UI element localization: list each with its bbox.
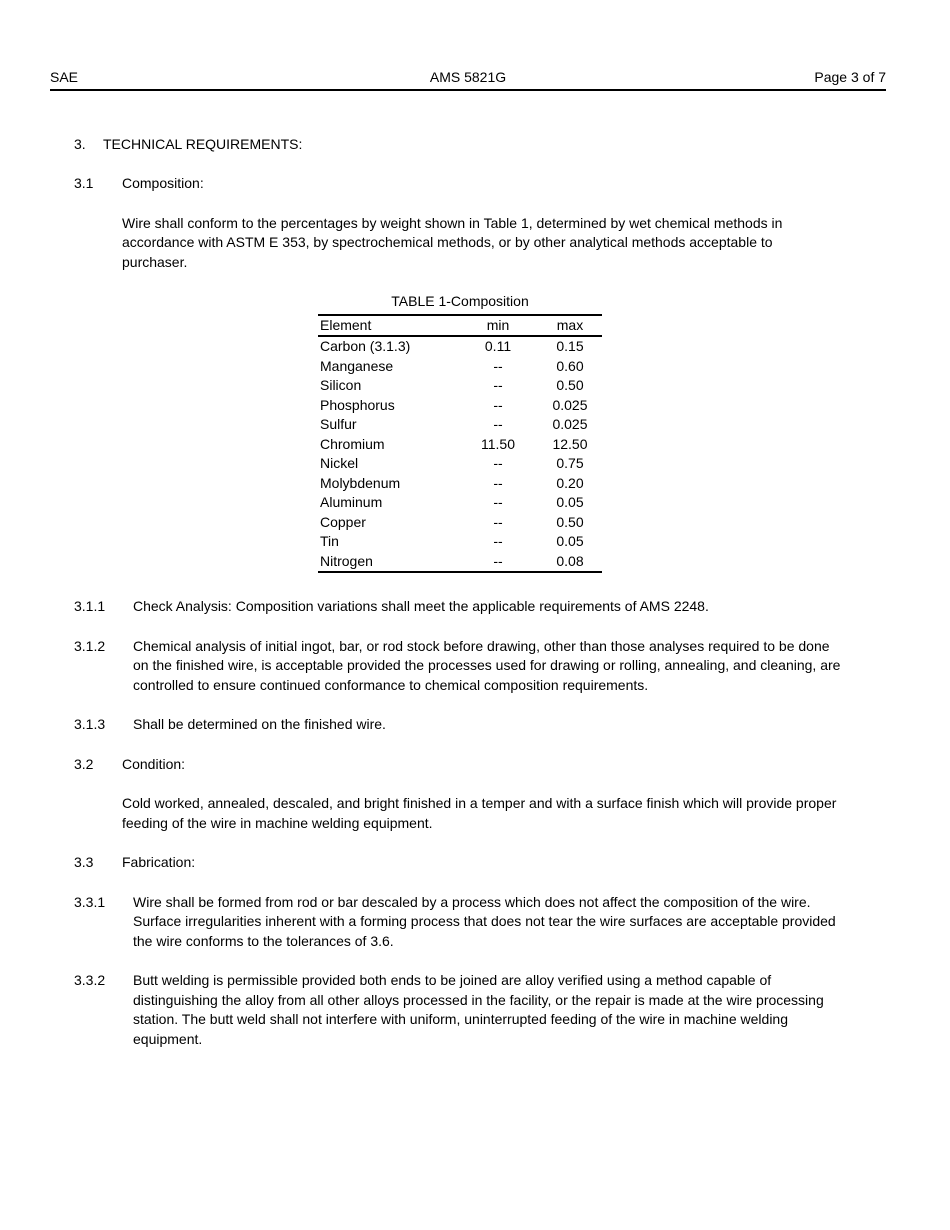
section-3-3-1 bbox=[74, 893, 886, 952]
composition-table bbox=[318, 314, 602, 574]
table-row bbox=[318, 435, 602, 455]
composition-table-block bbox=[318, 292, 602, 573]
table-row bbox=[318, 513, 602, 533]
header-page-number: Page 3 of 7 bbox=[814, 69, 887, 85]
element-cell: Manganese bbox=[320, 357, 394, 374]
column-header-element: Element bbox=[318, 315, 458, 337]
section-number: 3.1.2 bbox=[74, 637, 106, 654]
section-3-1-heading bbox=[74, 174, 886, 194]
table-row bbox=[318, 336, 602, 357]
max-cell: 0.025 bbox=[552, 396, 588, 413]
element-cell: Nitrogen bbox=[318, 552, 458, 573]
element-cell: Phosphorus bbox=[320, 396, 395, 413]
table-row bbox=[318, 493, 602, 513]
max-cell: 0.05 bbox=[556, 494, 584, 510]
min-cell: -- bbox=[493, 377, 503, 393]
column-header-max: max bbox=[538, 315, 602, 337]
table-title: TABLE 1-Composition bbox=[391, 293, 529, 309]
section-number: 3.3.1 bbox=[74, 893, 106, 910]
max-cell: 0.025 bbox=[552, 416, 588, 432]
section-3-1-2 bbox=[74, 637, 886, 696]
section-3-3-heading bbox=[74, 853, 886, 873]
min-cell: -- bbox=[493, 416, 503, 432]
table-row bbox=[318, 532, 602, 552]
section-3-1-1 bbox=[74, 597, 886, 617]
element-cell: Silicon bbox=[320, 377, 362, 393]
section-number: 3.1.3 bbox=[74, 716, 106, 732]
max-cell: 0.50 bbox=[556, 377, 584, 393]
section-number: 3. bbox=[74, 135, 86, 152]
column-header-min: min bbox=[458, 315, 538, 337]
max-cell: 0.08 bbox=[538, 552, 602, 573]
element-cell: Tin bbox=[320, 533, 339, 549]
max-cell: 0.20 bbox=[556, 474, 584, 491]
min-cell: -- bbox=[493, 455, 503, 471]
max-cell: 0.15 bbox=[556, 338, 584, 354]
max-cell: 12.50 bbox=[552, 435, 588, 452]
min-cell: -- bbox=[493, 357, 503, 374]
table-row bbox=[318, 454, 602, 474]
section-number: 3.2 bbox=[74, 755, 94, 772]
min-cell: -- bbox=[493, 494, 503, 510]
section-text: Butt welding is permissible provided both ends to be joined are alloy verified using a method capable of distinguishing the alloy from all other alloys processed in the facility, or the repair is made at the wire processing station. The butt weld shall not interfere with uniform, uninterrupted feeding of the wire in machine welding equipment. bbox=[133, 972, 824, 1047]
section-text: Shall be determined on the finished wire. bbox=[133, 716, 386, 732]
section-number: 3.3 bbox=[74, 854, 94, 870]
element-cell: Carbon (3.1.3) bbox=[320, 338, 411, 354]
paragraph-3-1: Wire shall conform to the percentages by weight shown in Table 1, determined by wet chemical methods in accordance with ASTM E 353, by spectrochemical methods, or by other analytical methods acceptable to purchaser. bbox=[122, 214, 783, 270]
min-cell: -- bbox=[458, 552, 538, 573]
element-cell: Copper bbox=[320, 513, 366, 530]
section-title: TECHNICAL REQUIREMENTS: bbox=[103, 135, 303, 152]
table-row bbox=[318, 474, 602, 494]
element-cell: Molybdenum bbox=[320, 474, 401, 491]
section-3-heading bbox=[74, 135, 886, 155]
table-row bbox=[318, 396, 602, 416]
section-3-2-heading bbox=[74, 755, 886, 775]
element-cell: Chromium bbox=[320, 435, 385, 452]
min-cell: 0.11 bbox=[484, 338, 512, 354]
element-cell: Aluminum bbox=[320, 494, 383, 510]
max-cell: 0.50 bbox=[556, 513, 584, 530]
table-row bbox=[318, 376, 602, 396]
max-cell: 0.75 bbox=[556, 455, 584, 471]
section-3-1-3 bbox=[74, 715, 886, 735]
section-number: 3.1.1 bbox=[74, 598, 106, 614]
section-number: 3.1 bbox=[74, 175, 94, 191]
document-body bbox=[74, 135, 886, 1050]
table-header-row bbox=[318, 315, 602, 337]
min-cell: -- bbox=[493, 474, 503, 491]
section-text: Check Analysis: Composition variations shall meet the applicable requirements of AMS 2248. bbox=[133, 598, 709, 614]
section-title: Composition: bbox=[122, 175, 204, 191]
max-cell: 0.60 bbox=[556, 357, 584, 374]
paragraph-3-2: Cold worked, annealed, descaled, and bright finished in a temper and with a surface finish which will provide proper feeding of the wire in machine welding equipment. bbox=[122, 795, 837, 831]
element-cell: Nickel bbox=[320, 455, 359, 471]
section-text: Chemical analysis of initial ingot, bar, or rod stock before drawing, other than those analyses required to be done on the finished wire, is acceptable provided the processes used for drawing or rolling, annealing, and cleaning, are controlled to ensure continued conformance to chemical composition requirements. bbox=[133, 637, 841, 693]
header-doc-number: AMS 5821G bbox=[429, 69, 507, 85]
page-header bbox=[50, 68, 886, 91]
section-title: Condition: bbox=[122, 755, 186, 772]
section-text: Wire shall be formed from rod or bar descaled by a process which does not affect the composition of the wire. Surface irregularities inherent with a forming process that does not tear the wire surfaces are acceptable provided the wire conforms to the tolerances of 3.6. bbox=[133, 893, 836, 949]
min-cell: -- bbox=[493, 533, 503, 549]
min-cell: 11.50 bbox=[481, 435, 515, 452]
section-title: Fabrication: bbox=[122, 854, 196, 870]
max-cell: 0.05 bbox=[556, 533, 584, 549]
min-cell: -- bbox=[493, 513, 503, 530]
table-row bbox=[318, 552, 602, 573]
table-row bbox=[318, 415, 602, 435]
section-number: 3.3.2 bbox=[74, 972, 106, 988]
min-cell: -- bbox=[493, 396, 503, 413]
element-cell: Sulfur bbox=[320, 416, 357, 432]
section-3-3-2 bbox=[74, 971, 886, 1049]
header-org-label: SAE bbox=[50, 69, 79, 85]
table-row bbox=[318, 357, 602, 377]
